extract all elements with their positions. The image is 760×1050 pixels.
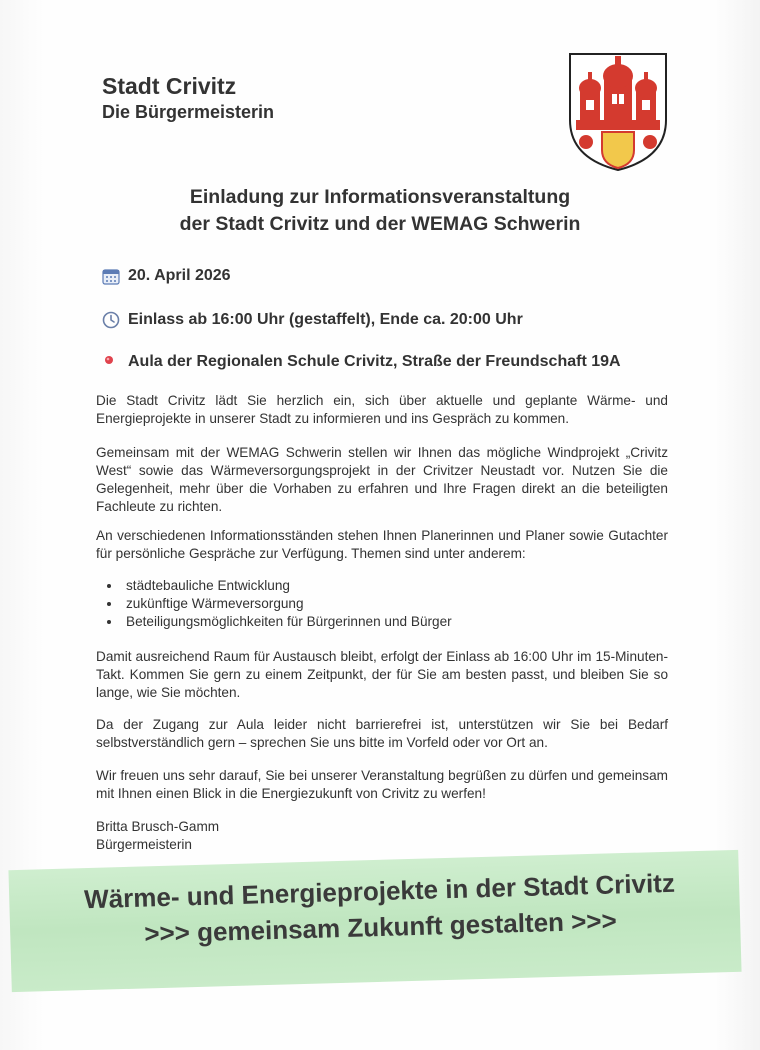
title-line-1: Einladung zur Informationsveranstaltung xyxy=(189,186,571,208)
title-line-2: der Stadt Crivitz und der WEMAG Schwerin xyxy=(179,213,581,235)
list-item: • zukünftige Wärmeversorgung xyxy=(122,595,452,613)
signature-name: Britta Brusch-Gamm xyxy=(96,819,220,834)
paragraph-admission: Damit ausreichend Raum für Austausch bleibt, erfolgt der Einlass ab 16:00 Uhr im 15-Minuten-Takt. Kommen Sie gern zu einem Zeitpunkt, der für Sie am besten passt, und bleiben Sie so lange, wie Sie möchten. xyxy=(96,649,668,700)
banner-line-1: Wärme- und Energieprojekte in der Stadt Crivitz xyxy=(83,867,676,915)
event-location: Aula der Regionalen Schule Crivitz, Straße der Freundschaft 19A xyxy=(128,353,621,370)
paragraph-intro: Die Stadt Crivitz lädt Sie herzlich ein, sich über aktuelle und geplante Wärme- und Energieprojekte in unserer Stadt zu informieren und ins Gespräch zu kommen. xyxy=(96,393,668,426)
org-role: Die Bürgermeisterin xyxy=(102,102,275,122)
invitation-title xyxy=(0,184,760,238)
header-organization xyxy=(102,72,274,124)
event-time: Einlass ab 16:00 Uhr (gestaffelt), Ende ca. 20:00 Uhr xyxy=(128,311,523,328)
clock-icon xyxy=(102,311,120,329)
paragraph-projects: Gemeinsam mit der WEMAG Schwerin stellen wir Ihnen das mögliche Windprojekt „Crivitz West“ sowie das Wärmeversorgungsprojekt in der Crivitzer Neustadt vor. Nutzen Sie die Gelegenheit, mehr über die Vorhaben zu erfahren und Ihre Fragen direkt an die beteiligten Fachleute zu richten. xyxy=(96,445,668,514)
location-pin-icon xyxy=(102,353,120,371)
coat-of-arms-icon xyxy=(566,50,670,174)
paragraph-closing: Wir freuen uns sehr darauf, Sie bei unserer Veranstaltung begrüßen zu dürfen und gemeinsam mit Ihnen einen Blick in die Energiezukunft von Crivitz zu werfen! xyxy=(96,768,668,801)
paragraph-info-stands: An verschiedenen Informationsständen stehen Ihnen Planerinnen und Planer sowie Gutachter für persönliche Gespräche zur Verfügung. Themen sind unter anderem: xyxy=(96,528,668,561)
event-location-row xyxy=(102,353,621,371)
event-date-row xyxy=(102,267,231,285)
paragraph-accessibility: Da der Zugang zur Aula leider nicht barrierefrei ist, unterstützen wir Sie bei Bedarf selbstverständlich gern – sprechen Sie uns bitte im Vorfeld oder vor Ort an. xyxy=(96,717,668,750)
signature-role: Bürgermeisterin xyxy=(96,837,192,852)
list-item: • Beteiligungsmöglichkeiten für Bürgerinnen und Bürger xyxy=(122,613,452,631)
org-name: Stadt Crivitz xyxy=(102,73,237,99)
banner-line-2: >>> gemeinsam Zukunft gestalten >>> xyxy=(143,905,618,949)
event-time-row xyxy=(102,311,523,329)
signature-block xyxy=(96,818,219,854)
topics-list xyxy=(96,577,452,631)
event-date: 20. April 2026 xyxy=(128,267,231,284)
calendar-icon xyxy=(102,267,120,285)
list-item: • städtebauliche Entwicklung xyxy=(122,577,452,595)
